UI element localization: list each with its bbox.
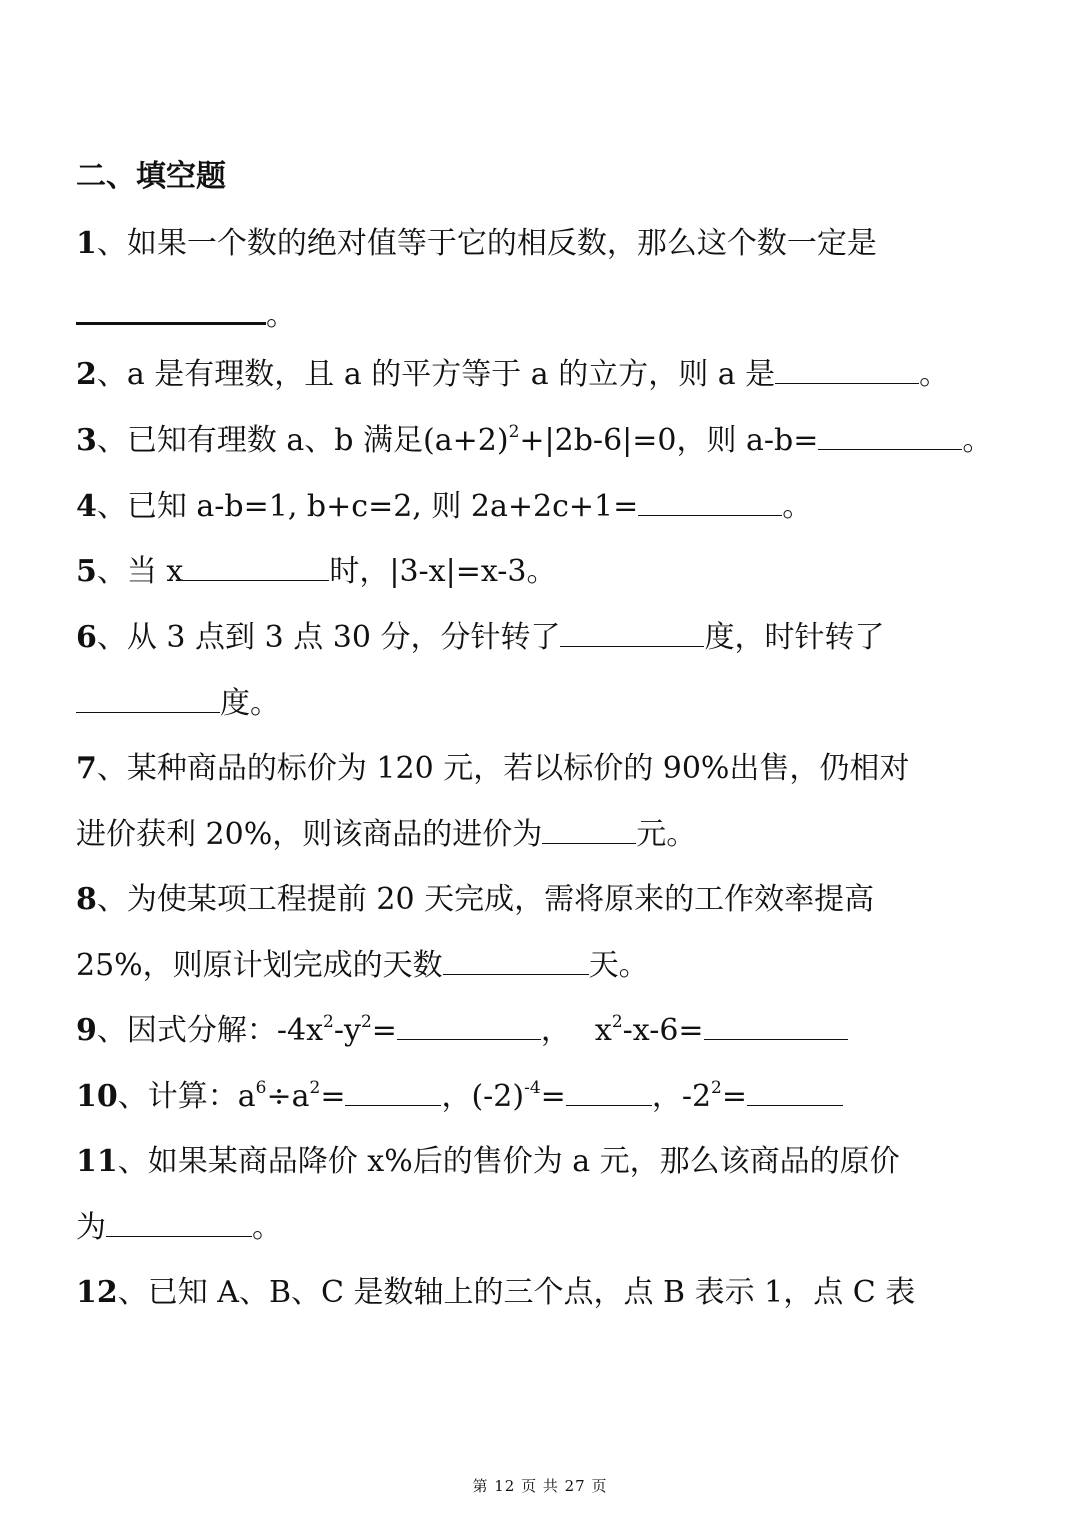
question-text: ÷a [266,1079,310,1114]
question-number: 7 [76,751,97,786]
question-text: 度。 [220,686,280,721]
answer-blank[interactable] [542,841,636,844]
exponent: 2 [323,1012,334,1032]
answer-blank[interactable] [443,972,589,975]
question-text: 。 [962,423,993,458]
question-text: = [721,1079,748,1114]
question-text: x [594,1013,612,1048]
question-text: 天。 [588,948,649,983]
question-text: ， [651,1079,682,1114]
exponent: 2 [508,422,520,442]
question-text: 。 [252,1210,282,1245]
question-1 [76,218,877,270]
exponent: 6 [255,1078,267,1098]
question-text: -2 [681,1079,712,1114]
question-3 [76,415,992,467]
answer-blank[interactable] [566,1103,652,1106]
answer-blank[interactable] [747,1103,843,1106]
page-footer: 第 12 页 共 27 页 [472,1477,608,1495]
question-text: 、当 x [96,554,184,589]
question-9 [76,1005,848,1057]
question-text: 时，|3-x|=x-3。 [329,554,557,589]
question-text: (-2) [471,1079,525,1114]
answer-blank[interactable] [818,447,962,450]
question-text: 度，时针转了 [704,620,885,655]
answer-blank[interactable] [183,578,329,581]
question-text: 、a 是有理数，且 a 的平方等于 a 的立方，则 a 是 [96,357,776,392]
question-text: -y [333,1013,361,1048]
exponent: 2 [711,1078,722,1098]
question-text: 、为使某项工程提前 20 天完成，需将原来的工作效率提高 [96,882,875,917]
question-text: 、某种商品的标价为 120 元，若以标价的 90%出售，仍相对 [96,751,910,786]
question-12 [76,1267,915,1319]
question-5 [76,546,556,598]
question-text: -x-6= [622,1013,704,1048]
question-text: 为 [76,1210,106,1245]
answer-blank[interactable] [76,710,220,713]
question-text: 、因式分解：-4x [96,1013,324,1048]
question-number: 12 [76,1275,118,1310]
question-number: 1 [76,226,97,261]
question-number: 9 [76,1013,97,1048]
question-text: 、计算：a [117,1079,256,1114]
question-text: ， [540,1013,571,1048]
question-number: 3 [76,423,97,458]
exponent: 2 [360,1012,372,1032]
exponent: 2 [309,1078,321,1098]
exponent: 2 [611,1012,623,1032]
answer-blank[interactable] [638,513,782,516]
question-number: 8 [76,882,97,917]
question-8-continued [76,940,649,992]
question-number: 11 [76,1144,118,1179]
question-text: 。 [782,489,813,524]
question-10 [76,1071,843,1123]
question-text: +|2b-6|=0，则 a-b= [519,423,819,458]
answer-blank[interactable] [106,1234,252,1237]
question-text: 进价获利 20%，则该商品的进价为 [76,817,543,852]
question-6 [76,612,884,664]
answer-blank[interactable] [397,1037,541,1040]
question-text: 、如果某商品降价 x%后的售价为 a 元，那么该商品的原价 [117,1144,900,1179]
question-number: 2 [76,357,97,392]
question-text: 。 [919,357,950,392]
question-6-continued [76,678,280,730]
question-2 [76,349,949,401]
section-title: 二、填空题 [76,159,226,194]
question-text: 、已知 a-b=1, b+c=2, 则 2a+2c+1= [96,489,639,524]
question-11-continued [76,1202,282,1254]
question-number: 10 [76,1079,118,1114]
answer-blank[interactable] [345,1103,441,1106]
answer-blank[interactable] [76,320,266,325]
question-text: = [320,1079,346,1114]
question-text: = [540,1079,566,1114]
question-number: 4 [76,489,97,524]
question-8 [76,874,874,926]
question-number: 6 [76,620,97,655]
question-1-answer-line [76,290,296,342]
question-7-continued [76,809,696,861]
question-text: 、已知有理数 a、b 满足(a+2) [96,423,509,458]
exponent: -4 [524,1078,541,1098]
question-text: = [371,1013,397,1048]
question-text: ， [441,1079,472,1114]
answer-blank[interactable] [560,644,704,647]
question-4 [76,481,812,533]
answer-blank[interactable] [704,1037,848,1040]
question-text: 、如果一个数的绝对值等于它的相反数，那么这个数一定是 [96,226,877,261]
question-number: 5 [76,554,97,589]
question-11 [76,1136,900,1188]
question-text: 元。 [636,817,697,852]
question-text: 。 [266,298,296,333]
question-text: 25%，则原计划完成的天数 [76,948,443,983]
question-7 [76,743,909,795]
answer-blank[interactable] [775,381,919,384]
question-text: 、已知 A、B、C 是数轴上的三个点，点 B 表示 1，点 C 表 [117,1275,916,1310]
question-text: 、从 3 点到 3 点 30 分，分针转了 [96,620,561,655]
